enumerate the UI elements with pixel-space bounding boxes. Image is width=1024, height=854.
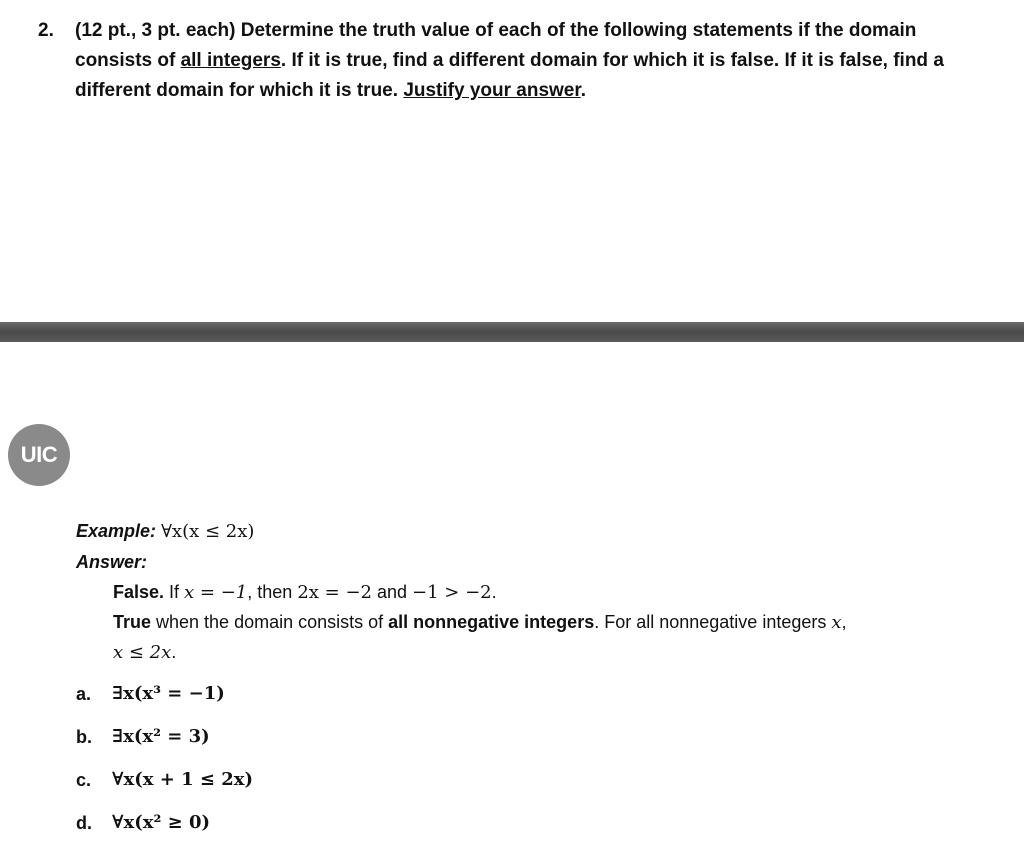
uic-logo-text: UIC bbox=[20, 442, 58, 467]
answer-false-line bbox=[113, 580, 497, 605]
question-header bbox=[38, 16, 988, 106]
false-text-2: , then bbox=[247, 582, 298, 602]
false-math-2: 2x = −2 bbox=[297, 582, 372, 603]
example-statement: ∀x(x ≤ 2x) bbox=[161, 521, 255, 542]
answer-label: Answer: bbox=[76, 552, 148, 572]
false-math-1: x = −1 bbox=[184, 582, 248, 603]
item-statement: ∀x(x² ≥ 0) bbox=[112, 812, 211, 833]
question-period: . bbox=[580, 80, 586, 101]
item-letter: d. bbox=[76, 813, 92, 833]
false-math-3: −1 > −2 bbox=[412, 582, 492, 603]
answer-true-line-2 bbox=[113, 640, 176, 665]
justify-underlined: Justify your answer bbox=[403, 80, 581, 101]
item-statement: ∃x(x² = 3) bbox=[112, 726, 210, 747]
example-line bbox=[76, 519, 254, 544]
page-divider-band bbox=[0, 322, 1024, 342]
uic-logo bbox=[8, 424, 70, 486]
true-text-1: when the domain consists of bbox=[151, 612, 389, 632]
item-statement: ∃x(x³ = −1) bbox=[112, 683, 225, 704]
question-text bbox=[75, 16, 988, 106]
false-label: False. bbox=[113, 582, 165, 602]
item-statement: ∀x(x + 1 ≤ 2x) bbox=[112, 769, 254, 790]
true-bold-domain: all nonnegative integers bbox=[388, 612, 595, 632]
item-letter: b. bbox=[76, 727, 92, 747]
domain-underlined: all integers bbox=[180, 50, 281, 71]
question-text-2: . If it is true, find a different domain for which it is false. If it is false, find a different domain for which it is true. bbox=[75, 50, 944, 101]
false-text-1: If bbox=[164, 582, 185, 602]
false-text-3: and bbox=[371, 582, 413, 602]
true-label: True bbox=[113, 612, 152, 632]
true-text-4: . bbox=[171, 642, 177, 662]
answer-true-line bbox=[113, 610, 847, 635]
example-label: Example: bbox=[76, 521, 157, 541]
item-letter: a. bbox=[76, 684, 92, 704]
true-math-2: x ≤ 2x bbox=[113, 642, 172, 663]
true-math-1: x bbox=[831, 612, 842, 633]
question-text-1: Determine the truth value of each of the following statements if the domain consists of bbox=[75, 20, 917, 71]
item-letter: c. bbox=[76, 770, 92, 790]
question-number: 2. bbox=[38, 20, 54, 41]
answer-label-line bbox=[76, 550, 147, 574]
true-text-2: . For all nonnegative integers bbox=[594, 612, 832, 632]
true-text-3: , bbox=[841, 612, 847, 632]
question-points: (12 pt., 3 pt. each) bbox=[75, 20, 236, 41]
false-text-4: . bbox=[491, 582, 497, 602]
